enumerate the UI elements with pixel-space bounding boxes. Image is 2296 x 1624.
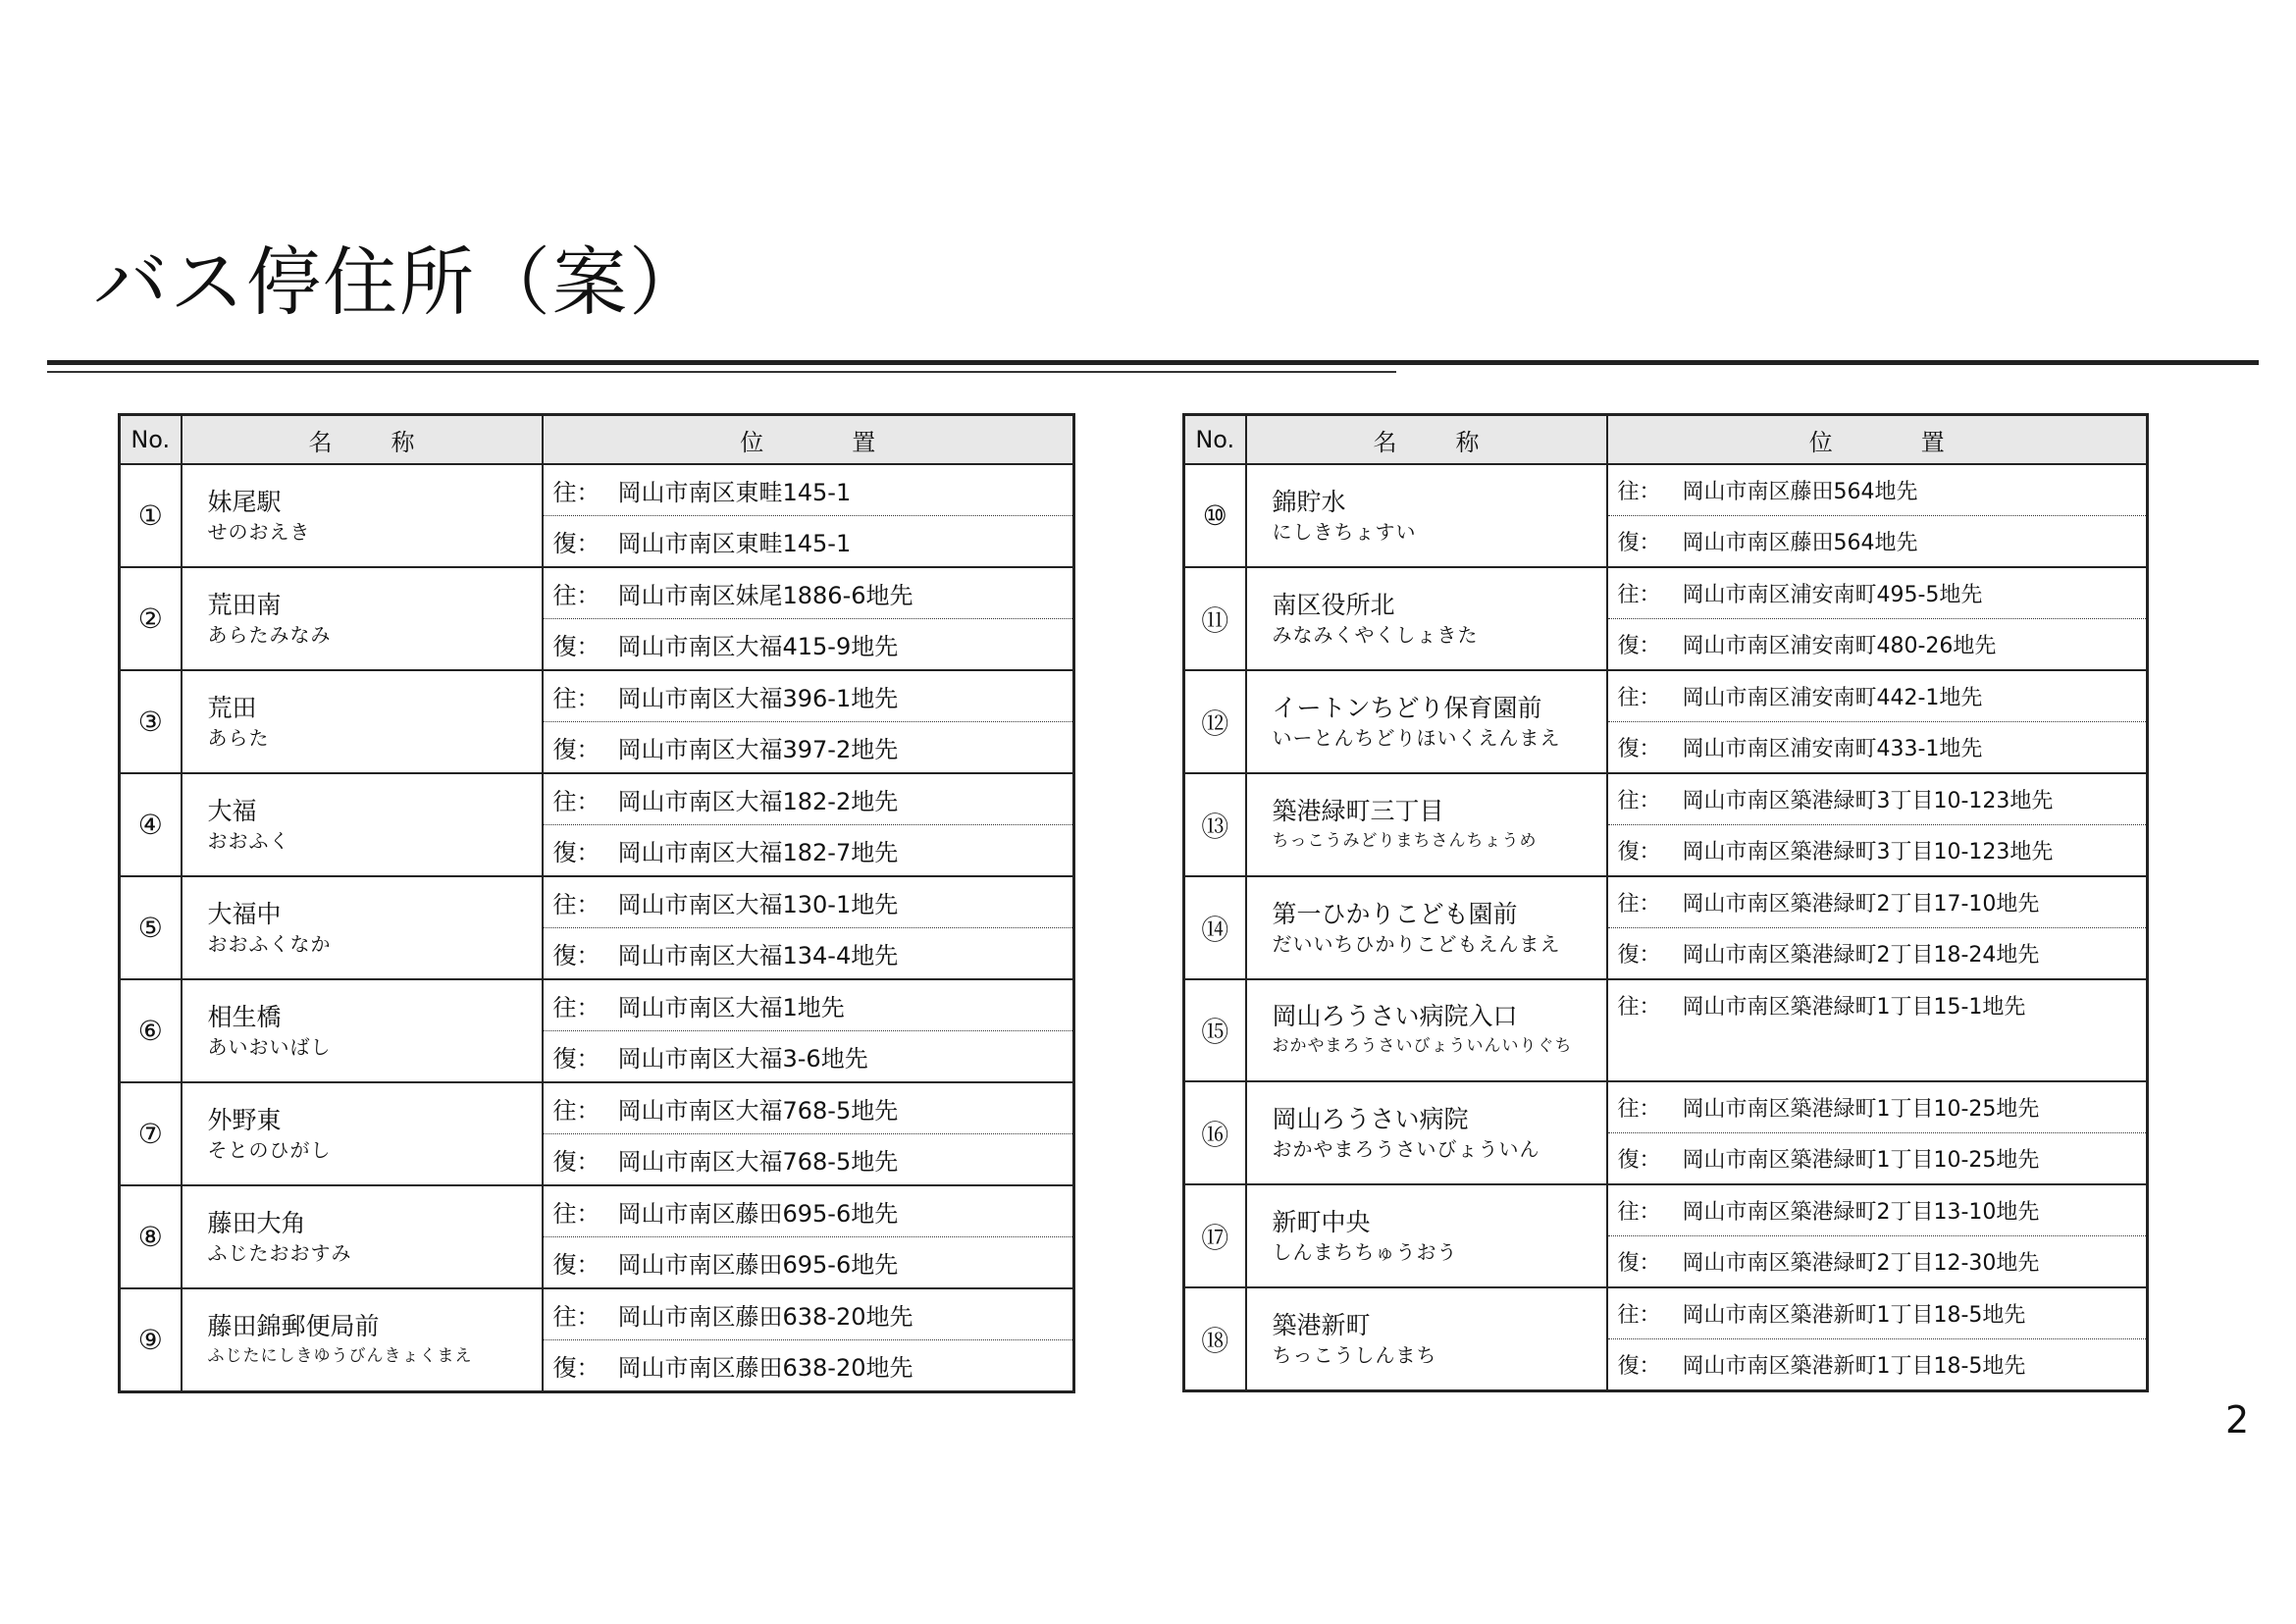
stop-name: 藤田錦郵便局前 (207, 1311, 380, 1340)
title-underline-thick (47, 360, 2259, 365)
outbound-label: 往： (552, 891, 600, 918)
return-label: 復： (1617, 531, 1661, 555)
stop-name: 大福中 (207, 899, 282, 928)
table-row (1184, 1081, 2148, 1133)
return-label: 復： (1617, 737, 1661, 761)
return-address: 岡山市南区浦安南町433-1地先 (1682, 737, 1983, 761)
stop-name-kana: あらた (207, 725, 270, 750)
return-address-cell (1607, 516, 2148, 568)
stop-name-cell (1246, 464, 1607, 567)
return-label: 復： (552, 1354, 600, 1382)
stop-name: 藤田大角 (207, 1208, 306, 1237)
outbound-address: 岡山市南区藤田564地先 (1682, 480, 1918, 504)
return-address: 岡山市南区浦安南町480-26地先 (1682, 634, 1997, 658)
bus-stop-table-right (1182, 413, 2149, 1392)
stop-name-cell (182, 1082, 543, 1185)
bus-stop-table-left (118, 413, 1075, 1393)
stop-name: 築港緑町三丁目 (1272, 796, 1444, 825)
stop-name-kana: ちっこうみどりまちさんちょうめ (1272, 830, 1538, 851)
header-name: 名称 (1246, 415, 1607, 465)
return-address: 岡山市南区築港緑町2丁目18-24地先 (1682, 943, 2040, 968)
stop-name: 新町中央 (1272, 1207, 1371, 1236)
stop-name-cell (1246, 567, 1607, 670)
return-label: 復： (552, 1148, 600, 1176)
table-row (1184, 979, 2148, 1030)
table-row (1184, 773, 2148, 825)
stop-name-cell (1246, 979, 1607, 1081)
return-address-cell (543, 825, 1074, 877)
stop-name-kana: そとのひがし (207, 1137, 332, 1162)
return-label: 復： (552, 530, 600, 557)
outbound-address-cell (1607, 464, 2148, 516)
return-label: 復： (1617, 634, 1661, 658)
stop-number: ② (120, 567, 182, 670)
stop-name: イートンちどり保育園前 (1272, 693, 1542, 722)
stop-name-cell (182, 876, 543, 979)
stop-number: ⑪ (1184, 567, 1246, 670)
outbound-label: 往： (552, 788, 600, 815)
stop-name: 南区役所北 (1272, 590, 1395, 619)
stop-number: ⑥ (120, 979, 182, 1082)
outbound-address-cell (1607, 979, 2148, 1030)
return-address-cell (543, 1340, 1074, 1392)
stop-name: 大福 (207, 796, 257, 825)
return-address-cell (1607, 1339, 2148, 1391)
outbound-address-cell (1607, 567, 2148, 619)
stop-name-cell (1246, 1081, 1607, 1184)
stop-number: ⑮ (1184, 979, 1246, 1081)
outbound-address: 岡山市南区東畦145-1 (617, 479, 852, 506)
stop-name: 岡山ろうさい病院 (1272, 1104, 1469, 1133)
stop-name-cell (1246, 1184, 1607, 1287)
return-address: 岡山市南区藤田638-20地先 (617, 1354, 913, 1382)
outbound-address: 岡山市南区妹尾1886-6地先 (617, 582, 913, 609)
outbound-address: 岡山市南区築港緑町1丁目10-25地先 (1682, 1097, 2040, 1122)
outbound-address-cell (543, 464, 1074, 516)
return-address-cell (1607, 1236, 2148, 1288)
return-address-cell (543, 619, 1074, 671)
outbound-address: 岡山市南区大福768-5地先 (617, 1097, 899, 1125)
return-address: 岡山市南区大福397-2地先 (617, 736, 899, 763)
outbound-address-cell (1607, 1184, 2148, 1236)
table-row (1184, 464, 2148, 516)
outbound-label: 往： (1617, 1303, 1661, 1328)
title-underline-thin (47, 371, 1396, 373)
stop-name-kana: だいいちひかりこどもえんまえ (1272, 931, 1561, 956)
page-title: バス停住所（案） (93, 238, 705, 326)
header-position: 位置 (1607, 415, 2148, 465)
stop-name-kana: ちっこうしんまち (1272, 1342, 1437, 1367)
return-address: 岡山市南区藤田695-6地先 (617, 1251, 899, 1279)
outbound-address: 岡山市南区築港緑町2丁目17-10地先 (1682, 892, 2040, 917)
stop-number: ⑩ (1184, 464, 1246, 567)
stop-name: 荒田 (207, 693, 257, 722)
outbound-address: 岡山市南区藤田695-6地先 (617, 1200, 899, 1228)
return-address-cell (543, 1031, 1074, 1083)
outbound-address-cell (543, 773, 1074, 825)
return-address: 岡山市南区東畦145-1 (617, 530, 852, 557)
return-address-cell (1607, 1030, 2148, 1081)
stop-name: 相生橋 (207, 1002, 282, 1031)
return-address-cell (1607, 619, 2148, 671)
stop-name: 築港新町 (1272, 1310, 1371, 1339)
return-label: 復： (552, 1251, 600, 1279)
stop-name-kana: せのおえき (207, 519, 311, 544)
return-address: 岡山市南区大福3-6地先 (617, 1045, 868, 1073)
page-number: 2 (2225, 1398, 2250, 1441)
table-header-row (1184, 415, 2148, 465)
return-label: 復： (1617, 1354, 1661, 1379)
outbound-address-cell (1607, 876, 2148, 928)
outbound-address-cell (1607, 1081, 2148, 1133)
outbound-label: 往： (1617, 1200, 1661, 1225)
stop-name-kana: ふじたにしきゆうびんきょくまえ (207, 1345, 473, 1366)
table-row (1184, 1287, 2148, 1339)
outbound-address-cell (1607, 1287, 2148, 1339)
return-label: 復： (1617, 943, 1661, 968)
outbound-address: 岡山市南区築港緑町2丁目13-10地先 (1682, 1200, 2040, 1225)
outbound-label: 往： (1617, 686, 1661, 710)
outbound-address-cell (543, 1082, 1074, 1134)
outbound-address-cell (543, 670, 1074, 722)
return-address: 岡山市南区築港緑町2丁目12-30地先 (1682, 1251, 2040, 1276)
return-address: 岡山市南区大福415-9地先 (617, 633, 899, 660)
stop-name: 妹尾駅 (207, 487, 282, 516)
outbound-label: 往： (1617, 892, 1661, 917)
return-address: 岡山市南区大福134-4地先 (617, 942, 899, 969)
outbound-address: 岡山市南区大福1地先 (617, 994, 845, 1022)
stop-name-cell (182, 464, 543, 567)
table-row (120, 876, 1074, 928)
return-label: 復： (552, 1045, 600, 1073)
outbound-label: 往： (1617, 480, 1661, 504)
return-address-cell (1607, 928, 2148, 980)
return-address: 岡山市南区築港緑町1丁目10-25地先 (1682, 1148, 2040, 1173)
stop-name: 荒田南 (207, 590, 282, 619)
stop-name-cell (182, 1185, 543, 1288)
return-label: 復： (1617, 1148, 1661, 1173)
stop-name-kana: おおふく (207, 828, 290, 853)
stop-number: ⑧ (120, 1185, 182, 1288)
stop-name-kana: あらたみなみ (207, 622, 332, 647)
return-address: 岡山市南区大福768-5地先 (617, 1148, 899, 1176)
outbound-label: 往： (552, 1303, 600, 1331)
outbound-address: 岡山市南区大福182-2地先 (617, 788, 899, 815)
stop-name-kana: いーとんちどりほいくえんまえ (1272, 725, 1561, 750)
return-address-cell (1607, 825, 2148, 877)
outbound-label: 往： (1617, 995, 1661, 1020)
table-row (120, 1185, 1074, 1237)
return-label: 復： (552, 942, 600, 969)
stop-name: 外野東 (207, 1105, 282, 1134)
stop-number: ⑦ (120, 1082, 182, 1185)
stop-name: 岡山ろうさい病院入口 (1272, 1002, 1518, 1030)
outbound-address-cell (1607, 773, 2148, 825)
return-address-cell (1607, 722, 2148, 774)
stop-number: ④ (120, 773, 182, 876)
stop-name-cell (182, 773, 543, 876)
stop-name-kana: あいおいばし (207, 1034, 332, 1059)
stop-name-kana: にしきちょすい (1272, 519, 1417, 544)
table-row (120, 567, 1074, 619)
stop-name-cell (182, 1288, 543, 1392)
outbound-address: 岡山市南区藤田638-20地先 (617, 1303, 913, 1331)
table-row (120, 1082, 1074, 1134)
stop-name-cell (182, 670, 543, 773)
stop-name-cell (182, 567, 543, 670)
header-name: 名称 (182, 415, 543, 465)
return-label: 復： (1617, 840, 1661, 864)
outbound-label: 往： (552, 582, 600, 609)
stop-name-kana: おかやまろうさいびょういんいりぐち (1272, 1036, 1573, 1056)
table-row (120, 464, 1074, 516)
outbound-address: 岡山市南区浦安南町495-5地先 (1682, 583, 1983, 607)
stop-number: ⑬ (1184, 773, 1246, 876)
stop-name-kana: おおふくなか (207, 931, 332, 956)
stop-number: ⑤ (120, 876, 182, 979)
outbound-address-cell (1607, 670, 2148, 722)
stop-name-kana: みなみくやくしょきた (1272, 622, 1479, 647)
header-position: 位置 (543, 415, 1074, 465)
table-row (120, 670, 1074, 722)
stop-name-cell (1246, 1287, 1607, 1391)
return-label: 復： (552, 839, 600, 866)
stop-name-cell (182, 979, 543, 1082)
outbound-label: 往： (1617, 583, 1661, 607)
return-label: 復： (552, 633, 600, 660)
return-address: 岡山市南区築港緑町3丁目10-123地先 (1682, 840, 2054, 864)
stop-number: ⑨ (120, 1288, 182, 1392)
outbound-address: 岡山市南区築港新町1丁目18-5地先 (1682, 1303, 2026, 1328)
table-header-row (120, 415, 1074, 465)
outbound-address-cell (543, 567, 1074, 619)
header-no: No. (120, 415, 182, 465)
return-label: 復： (552, 736, 600, 763)
return-label: 復： (1617, 1251, 1661, 1276)
return-address-cell (543, 516, 1074, 568)
stop-name-kana: おかやまろうさいびょういん (1272, 1136, 1540, 1161)
return-address: 岡山市南区藤田564地先 (1682, 531, 1918, 555)
stop-name-cell (1246, 670, 1607, 773)
outbound-address-cell (543, 1288, 1074, 1340)
return-address: 岡山市南区築港新町1丁目18-5地先 (1682, 1354, 2026, 1379)
table-row (1184, 876, 2148, 928)
stop-number: ① (120, 464, 182, 567)
return-address-cell (543, 928, 1074, 980)
stop-name-kana: ふじたおおすみ (207, 1240, 352, 1265)
table-row (120, 773, 1074, 825)
stop-number: ⑰ (1184, 1184, 1246, 1287)
stop-name: 錦貯水 (1272, 487, 1346, 516)
stop-number: ⑯ (1184, 1081, 1246, 1184)
table-row (120, 979, 1074, 1031)
outbound-label: 往： (1617, 789, 1661, 813)
outbound-address-cell (543, 876, 1074, 928)
stop-number: ③ (120, 670, 182, 773)
return-address-cell (1607, 1133, 2148, 1185)
stop-number: ⑭ (1184, 876, 1246, 979)
stop-name: 第一ひかりこども園前 (1272, 899, 1518, 928)
table-row (120, 1288, 1074, 1340)
header-no: No. (1184, 415, 1246, 465)
outbound-label: 往： (552, 994, 600, 1022)
stop-number: ⑫ (1184, 670, 1246, 773)
outbound-label: 往： (552, 1200, 600, 1228)
stop-name-cell (1246, 773, 1607, 876)
outbound-address: 岡山市南区築港緑町1丁目15-1地先 (1682, 995, 2026, 1020)
return-address: 岡山市南区大福182-7地先 (617, 839, 899, 866)
outbound-label: 往： (552, 1097, 600, 1125)
outbound-label: 往： (552, 685, 600, 712)
stop-name-cell (1246, 876, 1607, 979)
outbound-address-cell (543, 1185, 1074, 1237)
outbound-address: 岡山市南区浦安南町442-1地先 (1682, 686, 1983, 710)
outbound-label: 往： (1617, 1097, 1661, 1122)
outbound-label: 往： (552, 479, 600, 506)
outbound-address: 岡山市南区大福130-1地先 (617, 891, 899, 918)
stop-number: ⑱ (1184, 1287, 1246, 1391)
return-address-cell (543, 722, 1074, 774)
stop-name-kana: しんまちちゅうおう (1272, 1239, 1458, 1264)
return-address-cell (543, 1134, 1074, 1186)
outbound-address: 岡山市南区築港緑町3丁目10-123地先 (1682, 789, 2054, 813)
outbound-address-cell (543, 979, 1074, 1031)
table-row (1184, 670, 2148, 722)
table-row (1184, 1184, 2148, 1236)
outbound-address: 岡山市南区大福396-1地先 (617, 685, 899, 712)
return-address-cell (543, 1237, 1074, 1289)
table-row (1184, 567, 2148, 619)
